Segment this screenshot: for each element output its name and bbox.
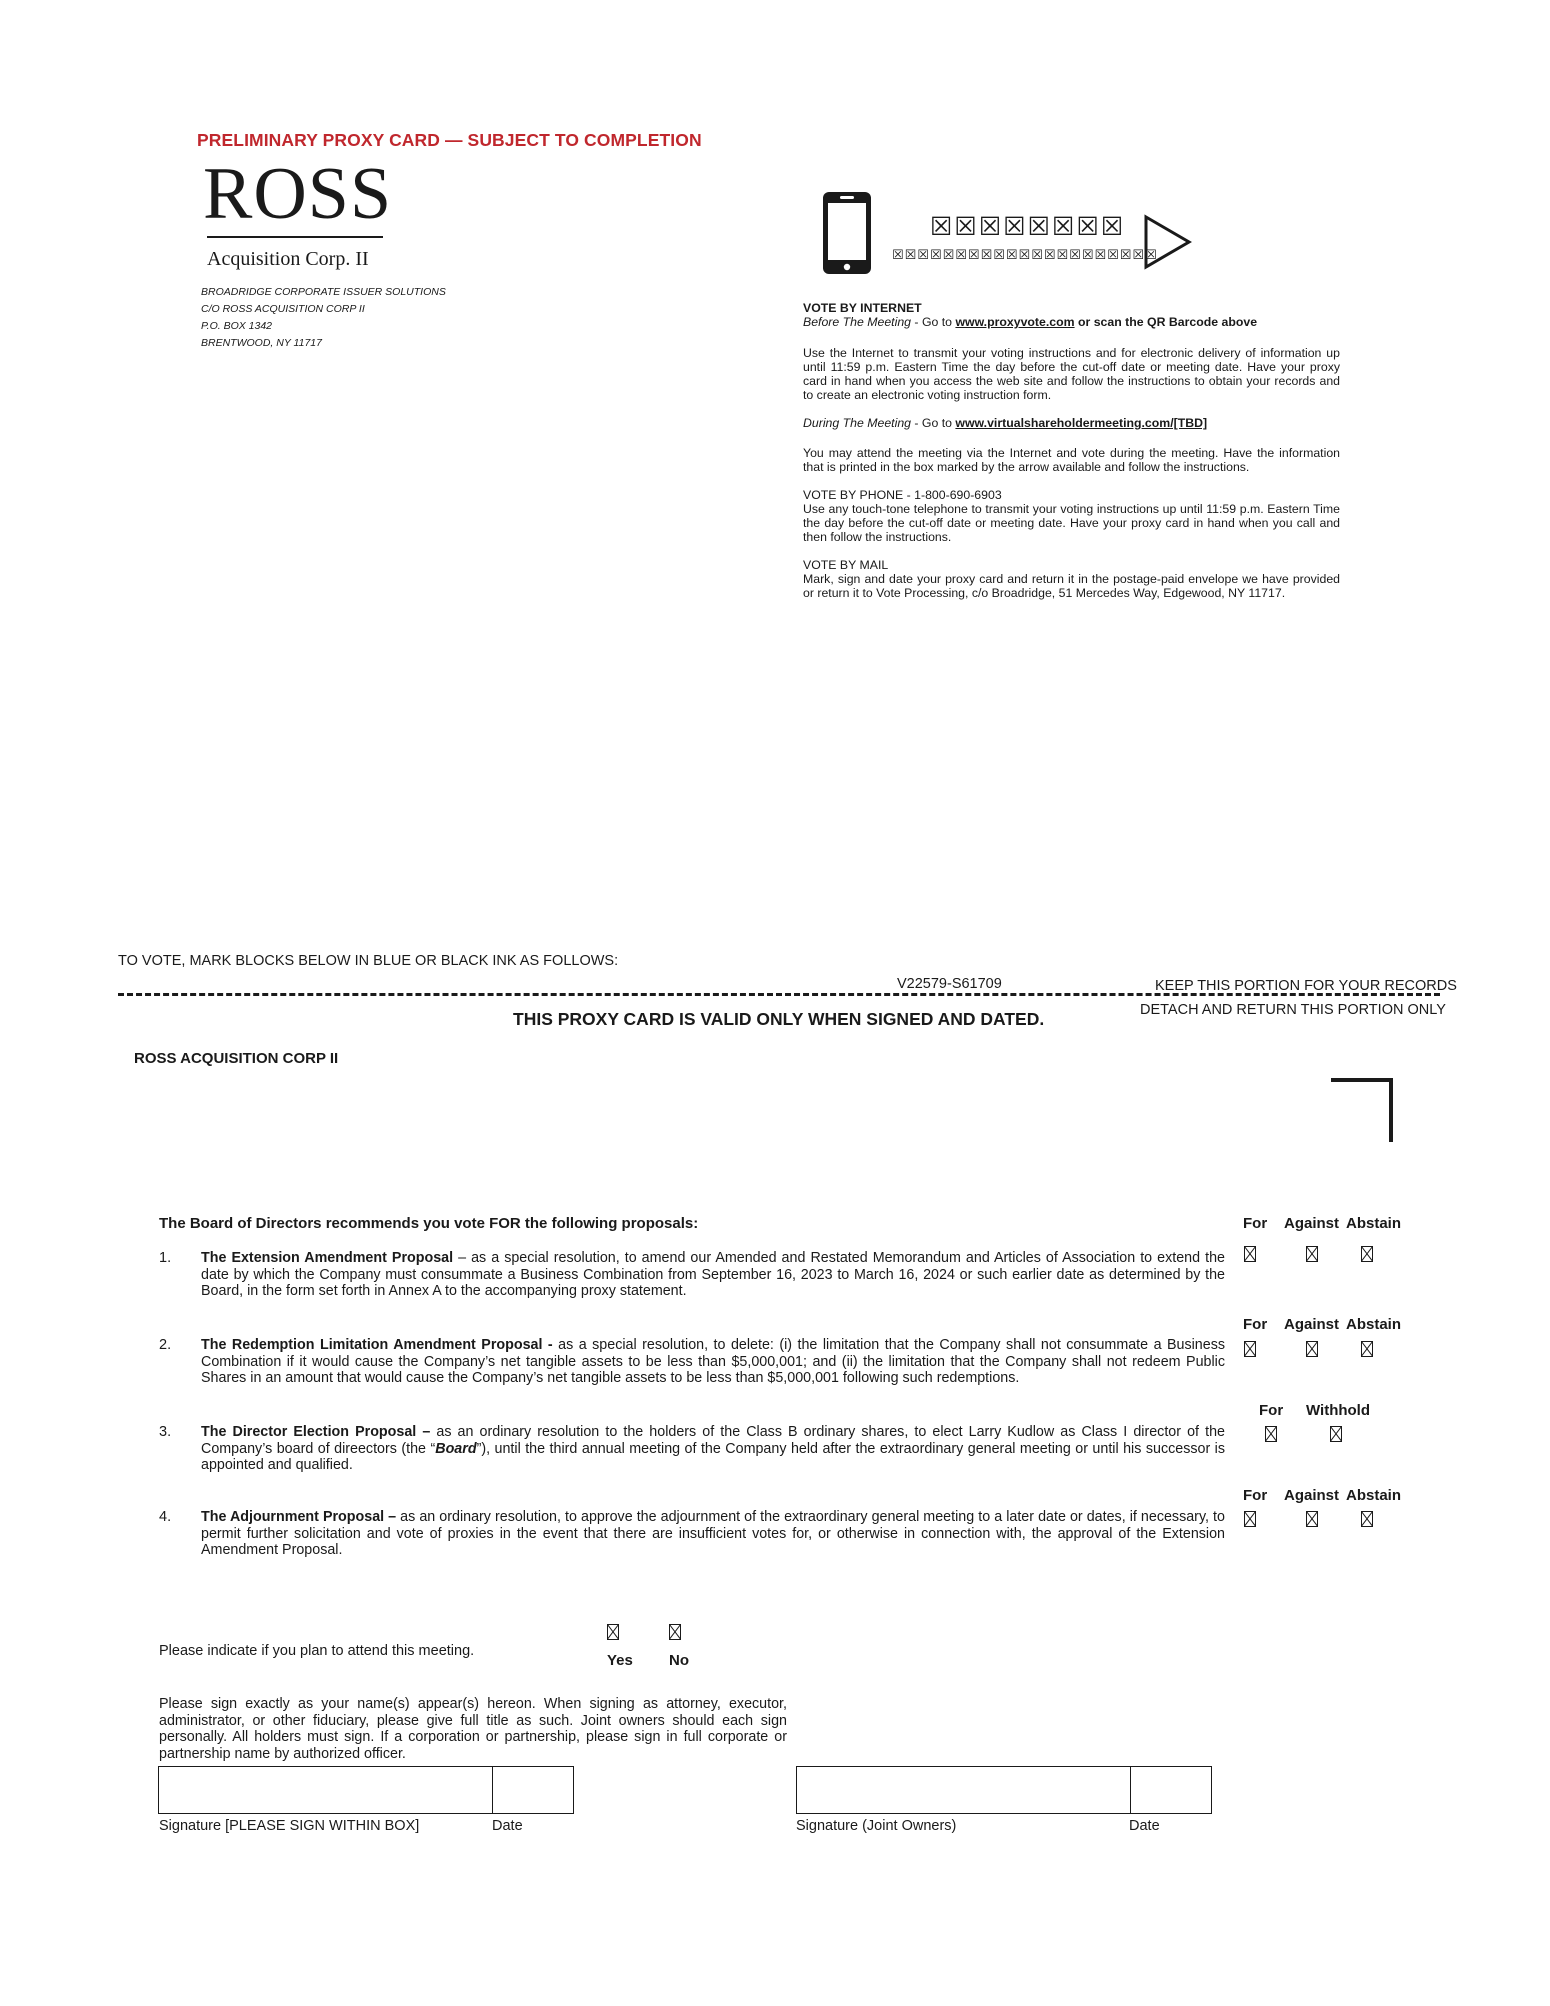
- attend-yes-label: Yes: [607, 1652, 633, 1669]
- qr-code-subtext: ☒☒☒☒☒☒☒☒☒☒☒☒☒☒☒☒☒☒☒☒☒: [892, 247, 1158, 262]
- proposal-body: as an ordinary resolution to the holders of the Class B ordinary shares, to elect Larry Kudlow as Class I director of the Company’s board of direectors (the “: [201, 1424, 1225, 1457]
- attend-yes-checkbox[interactable]: [607, 1624, 619, 1640]
- joint-date-label: Date: [1129, 1818, 1160, 1834]
- detach-portion-label: DETACH AND RETURN THIS PORTION ONLY: [1140, 1002, 1446, 1018]
- qr-code-placeholder: ☒☒☒☒☒☒☒☒: [930, 213, 1126, 241]
- proposal-4-against-checkbox[interactable]: [1306, 1511, 1318, 1527]
- mail-instructions: Mark, sign and date your proxy card and return it in the postage-paid envelope we have provided or return it to Vote Processing, c/o Broadridge, 51 Mercedes Way, Edgewood, NY 11717.: [803, 572, 1340, 600]
- company-name: ROSS ACQUISITION CORP II: [134, 1050, 339, 1067]
- proposal-number: 3.: [159, 1424, 172, 1440]
- during-meeting-instructions: You may attend the meeting via the Internet and vote during the meeting. Have the information that is printed in the box marked by the arrow available and follow the instructions.: [803, 446, 1340, 474]
- proposal-2-for-checkbox[interactable]: [1244, 1341, 1256, 1357]
- proposal-body: – as a special resolution, to amend our Amended and Restated Memorandum and Articles of Association to extend the date by which the Company must consummate a Business Combination from September 16, 2023 to March 16, 2024 or such earlier date as determined by the Board, in the form set forth in Annex A to the accompanying proxy statement.: [201, 1250, 1225, 1299]
- marking-instructions: TO VOTE, MARK BLOCKS BELOW IN BLUE OR BLACK INK AS FOLLOWS:: [118, 953, 619, 969]
- goto-text: - Go to: [911, 416, 956, 430]
- proposal-number: 4.: [159, 1509, 172, 1525]
- vote-mail-heading: VOTE BY MAIL: [803, 558, 889, 572]
- proposal-3-for-checkbox[interactable]: [1265, 1426, 1277, 1442]
- proposal-emphasis: Board: [435, 1440, 477, 1457]
- abstain-header: Abstain: [1346, 1316, 1402, 1333]
- joint-signature-field[interactable]: [797, 1767, 1131, 1813]
- for-header: For: [1243, 1215, 1268, 1232]
- proposal-3-text: [201, 1424, 1225, 1474]
- vote-phone-heading: VOTE BY PHONE - 1-800-690-6903: [803, 488, 1002, 502]
- phone-instructions: Use any touch-tone telephone to transmit your voting instructions up until 11:59 p.m. Eastern Time the day before the cut-off date or meeting date. Have your proxy card in hand when you call and then follow the instructions.: [803, 502, 1340, 544]
- withhold-header: Withhold: [1306, 1402, 1371, 1419]
- address-line: C/O ROSS ACQUISITION CORP II: [201, 303, 365, 315]
- control-number: V22579-S61709: [897, 976, 1002, 992]
- valid-notice: THIS PROXY CARD IS VALID ONLY WHEN SIGNED AND DATED.: [513, 1009, 1045, 1029]
- before-meeting-line: [803, 315, 1340, 329]
- internet-instructions: Use the Internet to transmit your voting instructions and for electronic delivery of information up until 11:59 p.m. Eastern Time the day before the cut-off date or meeting date. Have your proxy card in hand when you access the web site and follow the instructions to obtain your records and to create an electronic voting instruction form.: [803, 346, 1340, 402]
- smartphone-icon: [823, 192, 871, 279]
- proposal-4-text: [201, 1509, 1225, 1559]
- attend-no-label: No: [669, 1652, 689, 1669]
- corner-mark: [1331, 1078, 1393, 1142]
- against-header: Against: [1284, 1487, 1340, 1504]
- play-arrow-icon: [1143, 214, 1193, 275]
- proposal-2-against-checkbox[interactable]: [1306, 1341, 1318, 1357]
- proposal-4-for-checkbox[interactable]: [1244, 1511, 1256, 1527]
- joint-date-field[interactable]: [1131, 1767, 1211, 1813]
- proposal-title: The Redemption Limitation Amendment Proposal -: [201, 1337, 553, 1353]
- proposal-number: 1.: [159, 1250, 172, 1266]
- board-recommendation: The Board of Directors recommends you vote FOR the following proposals:: [159, 1215, 699, 1232]
- for-header: For: [1243, 1316, 1268, 1333]
- address-line: P.O. BOX 1342: [201, 320, 273, 332]
- signature-field[interactable]: [159, 1767, 493, 1813]
- attend-no-checkbox[interactable]: [669, 1624, 681, 1640]
- proposal-title: The Director Election Proposal –: [201, 1424, 431, 1440]
- address-line: BRENTWOOD, NY 11717: [201, 337, 322, 349]
- qr-scan-text: or scan the QR Barcode above: [1074, 315, 1258, 329]
- for-header: For: [1243, 1487, 1268, 1504]
- address-line: BROADRIDGE CORPORATE ISSUER SOLUTIONS: [201, 286, 446, 298]
- abstain-header: Abstain: [1346, 1487, 1402, 1504]
- vote-internet-heading: VOTE BY INTERNET: [803, 301, 922, 315]
- vote-internet-section: [803, 301, 1340, 329]
- abstain-header: Abstain: [1346, 1215, 1402, 1232]
- attendance-question: Please indicate if you plan to attend this meeting.: [159, 1643, 475, 1659]
- during-meeting-label: During The Meeting: [803, 416, 911, 430]
- logo-subtitle: Acquisition Corp. II: [207, 248, 369, 270]
- goto-text: - Go to: [911, 315, 956, 329]
- proposal-1-for-checkbox[interactable]: [1244, 1246, 1256, 1262]
- mailing-address: [201, 284, 446, 352]
- before-meeting-label: Before The Meeting: [803, 315, 912, 329]
- proposal-body: as an ordinary resolution, to approve the adjournment of the extraordinary general meeting to a later date or dates, if necessary, to permit further solicitation and vote of proxies in the event that there are insufficient votes for, or otherwise in connection with, the approval of the Extension Amendment Proposal.: [201, 1509, 1225, 1558]
- proposal-number: 2.: [159, 1337, 172, 1353]
- against-header: Against: [1284, 1316, 1340, 1333]
- signature-box[interactable]: [158, 1766, 574, 1814]
- proposal-1-abstain-checkbox[interactable]: [1361, 1246, 1373, 1262]
- joint-signature-box[interactable]: [796, 1766, 1212, 1814]
- proposal-body: as a special resolution, to delete: (i) the limitation that the Company shall not consummate a Business Combination if it would cause the Company’s net tangible assets to be less than $5,000,001; and (ii) the limitation that the Company shall not redeem Public Shares in an amount that would cause the Company’s net tangible assets to be less than $5,000,001 following such redemptions.: [201, 1337, 1225, 1386]
- proposal-title: The Extension Amendment Proposal: [201, 1250, 454, 1266]
- company-logo: [203, 153, 393, 271]
- proposal-2-text: [201, 1337, 1225, 1387]
- proposal-title: The Adjournment Proposal –: [201, 1509, 397, 1525]
- date-label: Date: [492, 1818, 523, 1834]
- date-field[interactable]: [493, 1767, 573, 1813]
- against-header: Against: [1284, 1215, 1340, 1232]
- proposal-1-text: [201, 1250, 1225, 1300]
- logo-main-text: ROSS: [203, 153, 393, 235]
- proposal-4-abstain-checkbox[interactable]: [1361, 1511, 1373, 1527]
- proposal-body: ”), until the third annual meeting of the Company held after the extraordinary general meeting or until his successor is appointed and qualified.: [201, 1440, 1226, 1473]
- for-header: For: [1259, 1402, 1284, 1419]
- proposal-1-against-checkbox[interactable]: [1306, 1246, 1318, 1262]
- proposal-3-withhold-checkbox[interactable]: [1330, 1426, 1342, 1442]
- virtual-meeting-link[interactable]: www.virtualshareholdermeeting.com/[TBD]: [955, 416, 1208, 430]
- signature-label: Signature [PLEASE SIGN WITHIN BOX]: [159, 1818, 420, 1834]
- joint-signature-label: Signature (Joint Owners): [796, 1818, 957, 1834]
- proposal-2-abstain-checkbox[interactable]: [1361, 1341, 1373, 1357]
- preliminary-banner: PRELIMINARY PROXY CARD — SUBJECT TO COMPLETION: [197, 130, 702, 150]
- keep-portion-label: KEEP THIS PORTION FOR YOUR RECORDS: [1155, 978, 1457, 994]
- during-meeting-line: [803, 416, 1340, 430]
- logo-divider: [207, 236, 383, 238]
- proxyvote-link[interactable]: www.proxyvote.com: [955, 315, 1075, 329]
- signing-instructions: Please sign exactly as your name(s) appear(s) hereon. When signing as attorney, executor, administrator, or other fiduciary, please give full title as such. Joint owners should each sign personally. All holders must sign. If a corporation or partnership, please sign in full corporate or partnership name by authorized officer.: [159, 1696, 787, 1762]
